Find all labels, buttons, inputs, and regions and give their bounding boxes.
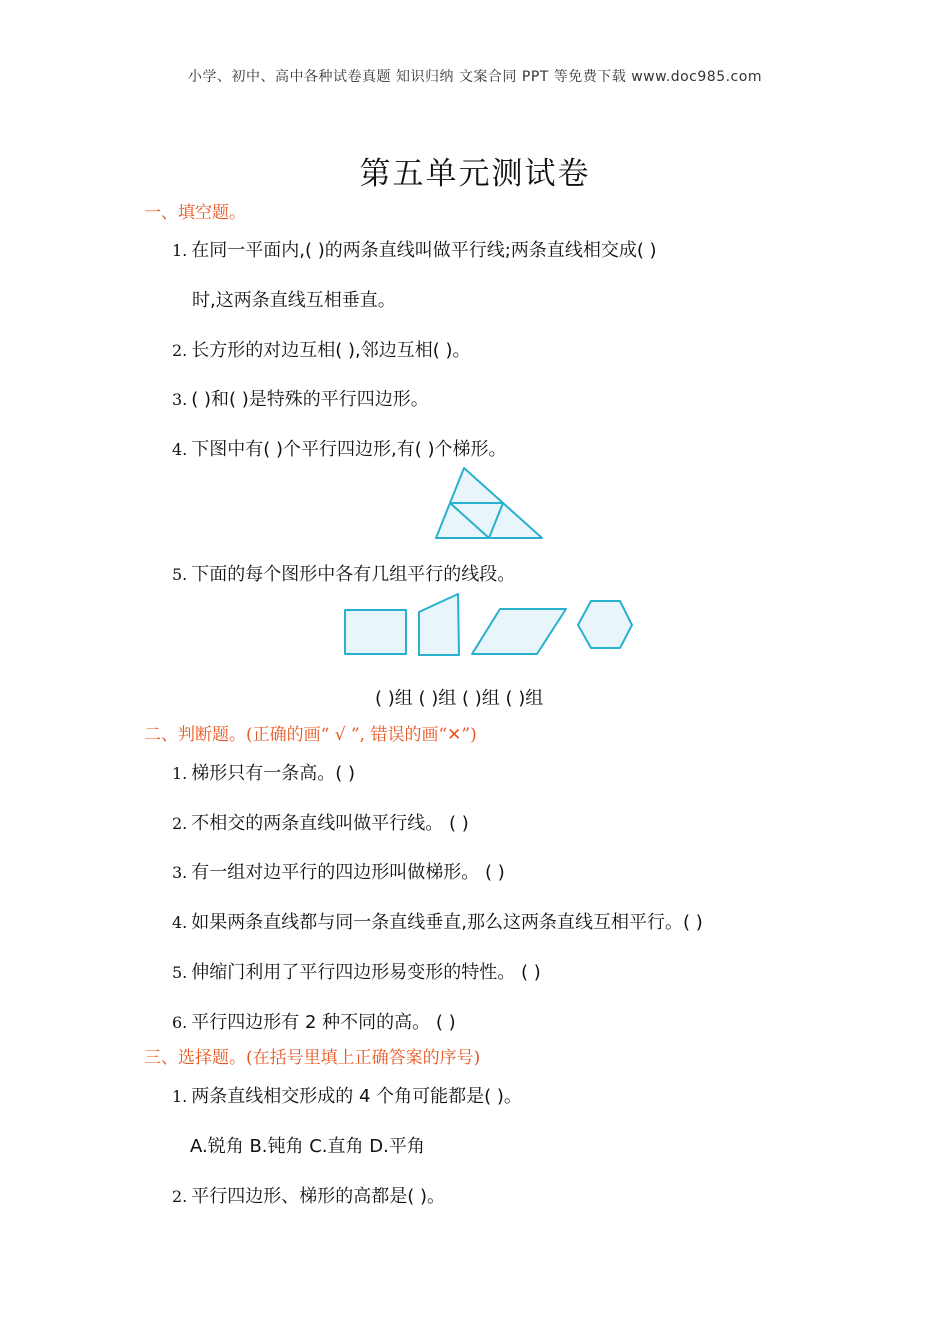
trapezoid-shape [419, 594, 459, 655]
question-text: 下图中有( )个平行四边形,有( )个梯形。 [191, 439, 507, 460]
question-3-2 [172, 1182, 445, 1208]
question-1-2 [172, 336, 471, 362]
question-2-1 [172, 759, 355, 785]
question-text: 平行四边形、梯形的高都是( )。 [191, 1186, 446, 1207]
hexagon-shape [578, 601, 632, 648]
question-text: 梯形只有一条高。( ) [191, 763, 356, 784]
parallelogram-shape [472, 609, 566, 654]
question-number: 4. [172, 913, 188, 932]
section-heading-judgment: 二、判断题。(正确的画“ √ ”, 错误的画“✕”) [144, 725, 477, 745]
question-number: 2. [172, 341, 188, 360]
question-number: 5. [172, 565, 188, 584]
section-heading-fill-in: 一、填空题。 [144, 203, 246, 223]
shape-answer-blanks: ( )组 ( )组 ( )组 ( )组 [375, 688, 544, 709]
question-text: 不相交的两条直线叫做平行线。 ( ) [191, 813, 469, 834]
question-text: 在同一平面内,( )的两条直线叫做平行线;两条直线相交成( ) [191, 240, 657, 261]
question-text: ( )和( )是特殊的平行四边形。 [191, 389, 429, 410]
question-2-3 [172, 858, 505, 884]
rectangle-shape [345, 610, 406, 654]
page-title: 第五单元测试卷 [359, 156, 591, 192]
question-1-1 [172, 236, 657, 262]
question-number: 2. [172, 814, 188, 833]
question-text: 下面的每个图形中各有几组平行的线段。 [191, 564, 516, 585]
question-number: 3. [172, 863, 188, 882]
question-text: 两条直线相交形成的 4 个角可能都是( )。 [191, 1086, 522, 1107]
question-text: 如果两条直线都与同一条直线垂直,那么这两条直线互相平行。( ) [191, 912, 703, 933]
question-3-1 [172, 1082, 522, 1108]
question-number: 1. [172, 1087, 188, 1106]
question-number: 5. [172, 963, 188, 982]
question-text: 伸缩门利用了平行四边形易变形的特性。 ( ) [191, 962, 541, 983]
question-2-6 [172, 1008, 456, 1034]
question-1-5 [172, 560, 515, 586]
question-1-1-continuation: 时,这两条直线互相垂直。 [192, 290, 396, 311]
question-text: 平行四边形有 2 种不同的高。 ( ) [191, 1012, 456, 1033]
section-heading-multiple-choice: 三、选择题。(在括号里填上正确答案的序号) [144, 1048, 481, 1068]
question-number: 1. [172, 241, 188, 260]
question-2-5 [172, 958, 541, 984]
triangle-composite-figure [430, 464, 546, 542]
page-header: 小学、初中、高中各种试卷真题 知识归纳 文案合同 PPT 等免费下载 www.doc985.com [188, 69, 762, 85]
shapes-row [340, 592, 640, 660]
question-number: 3. [172, 390, 188, 409]
question-text: 有一组对边平行的四边形叫做梯形。 ( ) [191, 862, 505, 883]
question-number: 6. [172, 1013, 188, 1032]
question-1-3 [172, 385, 429, 411]
question-2-4 [172, 908, 703, 934]
question-3-1-options: A.锐角 B.钝角 C.直角 D.平角 [190, 1136, 425, 1157]
question-number: 2. [172, 1187, 188, 1206]
question-number: 4. [172, 440, 188, 459]
question-1-4 [172, 435, 507, 461]
question-2-2 [172, 809, 469, 835]
question-number: 1. [172, 764, 188, 783]
question-text: 长方形的对边互相( ),邻边互相( )。 [191, 340, 471, 361]
